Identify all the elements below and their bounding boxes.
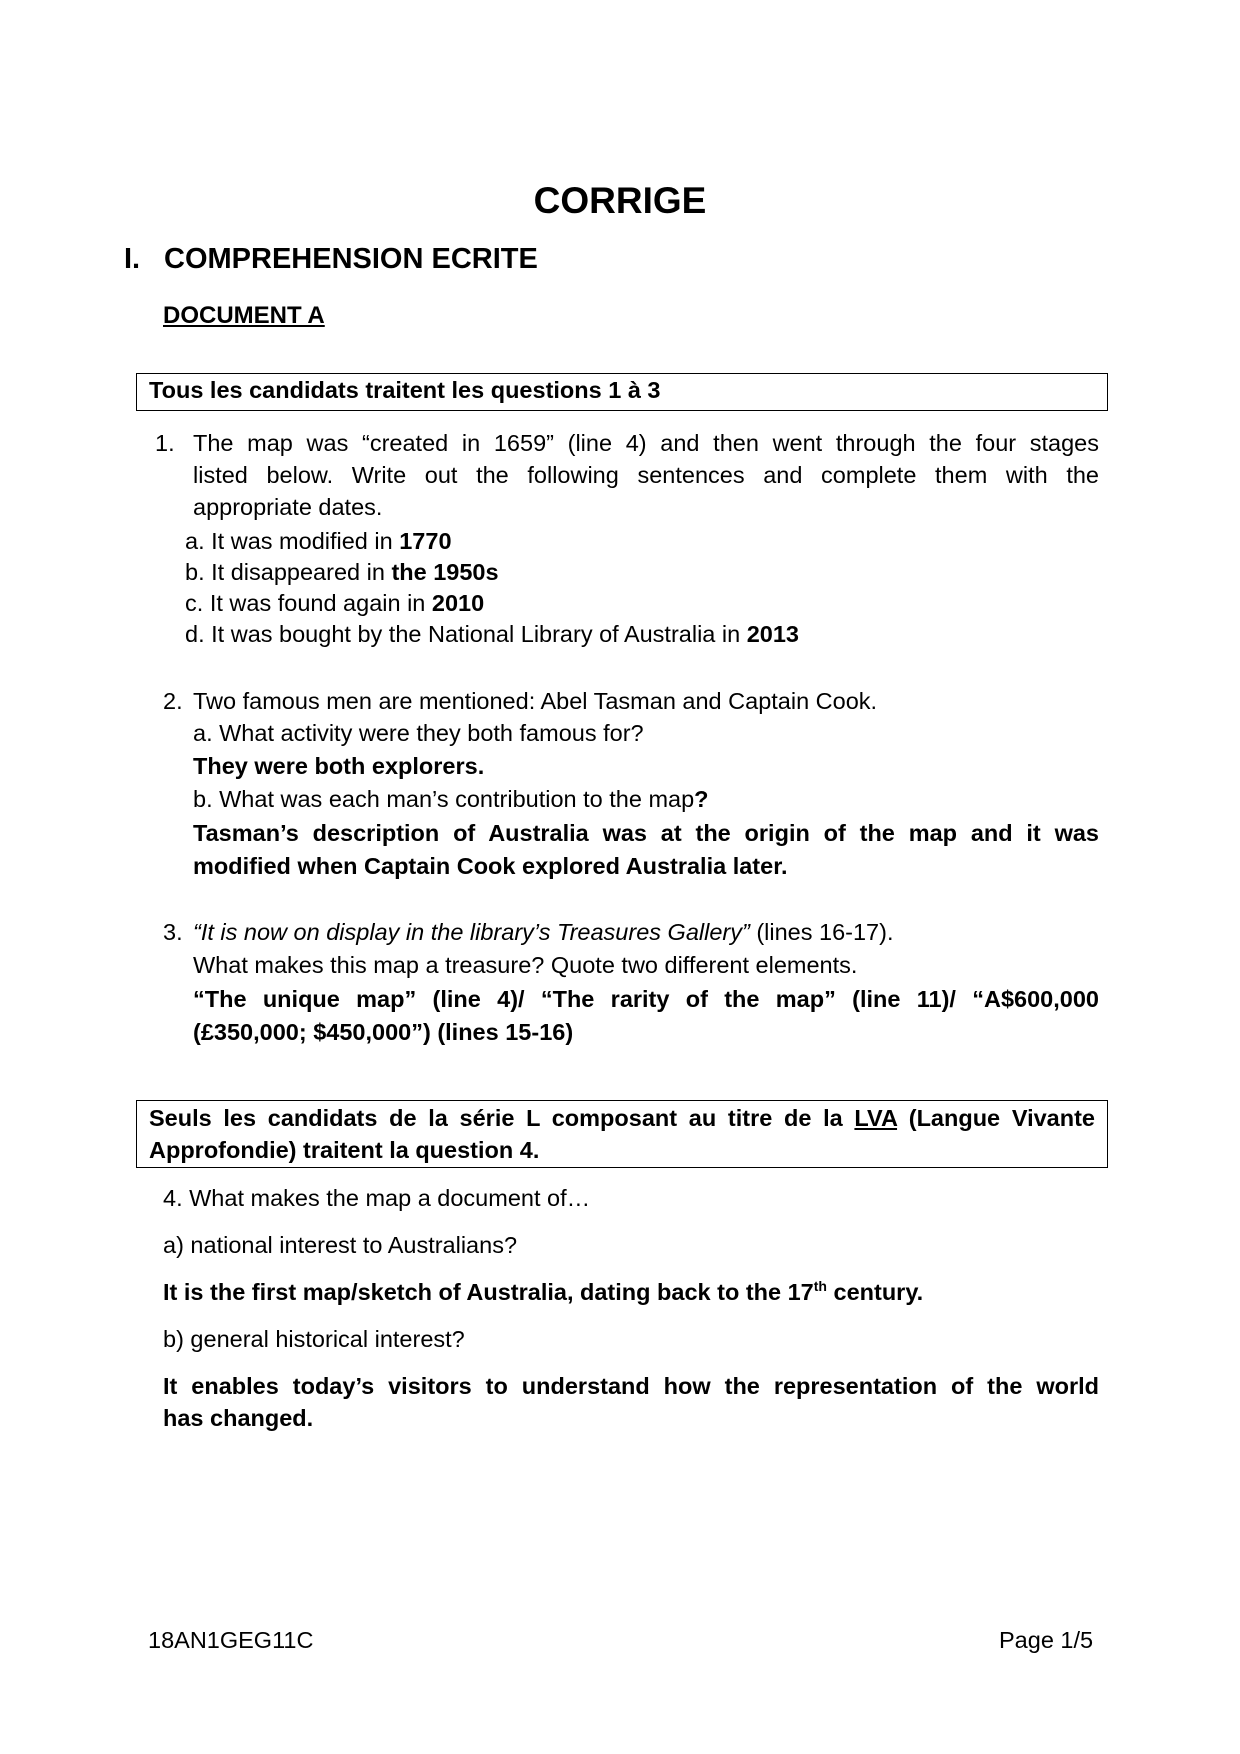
instruction-box-1-text: Tous les candidats traitent les questions 1 à 3 [149, 377, 661, 403]
q4-b-answer-line-2: has changed. [163, 1405, 314, 1431]
instruction-box-2-line-1: Seuls les candidats de la série L composant au titre de la LVA (Langue Vivante [149, 1105, 1095, 1131]
q4-a-answer: It is the first map/sketch of Australia, dating back to the 17th century. [163, 1278, 924, 1305]
q1-item-b: b. It disappeared in the 1950s [185, 559, 499, 585]
q1-prompt-line-3: appropriate dates. [193, 494, 383, 520]
q3-answer-line-1: “The unique map” (line 4)/ “The rarity of the map” (line 11)/ “A$600,000 [193, 986, 1099, 1012]
q4-b-answer-line-1: It enables today’s visitors to understand how the representation of the world [163, 1373, 1099, 1399]
q2-b-answer-line-1: Tasman’s description of Australia was at the origin of the map and it was [193, 820, 1099, 846]
q4-b-question: b) general historical interest? [163, 1326, 465, 1352]
q1-item-a: a. It was modified in 1770 [185, 528, 452, 554]
q3-quote-line: “It is now on display in the library’s Treasures Gallery” (lines 16-17). [193, 919, 894, 945]
q4-a-question: a) national interest to Australians? [163, 1232, 518, 1258]
lva-underlined: LVA [854, 1105, 898, 1131]
instruction-box-2 [136, 1100, 1108, 1168]
q1-answer-b: the 1950s [391, 559, 499, 585]
q3-quote: “It is now on display in the library’s Treasures Gallery” [193, 919, 750, 945]
q2-b-question: b. What was each man’s contribution to the map? [193, 786, 709, 812]
q2-number: 2. [163, 688, 183, 714]
q1-item-c: c. It was found again in 2010 [185, 590, 485, 616]
q2-a-answer: They were both explorers. [193, 753, 485, 779]
document-label: DOCUMENT A [163, 302, 325, 329]
q1-answer-a: 1770 [399, 528, 452, 554]
instruction-box-1 [136, 373, 1108, 411]
page-title: CORRIGE [533, 180, 707, 221]
section-number: I. [124, 243, 141, 275]
q2-b-answer-line-2: modified when Captain Cook explored Australia later. [193, 853, 788, 879]
q1-prompt-line-2: listed below. Write out the following sentences and complete them with the [193, 462, 1099, 488]
footer-page: Page 1/5 [999, 1627, 1094, 1653]
q2-prompt: Two famous men are mentioned: Abel Tasman and Captain Cook. [193, 688, 878, 714]
instruction-box-2-line-2: Approfondie) traitent la question 4. [149, 1137, 540, 1163]
q1-answer-d: 2013 [746, 621, 799, 647]
q1-answer-c: 2010 [431, 590, 485, 616]
q1-item-d: d. It was bought by the National Library of Australia in 2013 [185, 621, 799, 647]
q3-answer-line-2: (£350,000; $450,000”) (lines 15-16) [193, 1019, 574, 1045]
q2-a-question: a. What activity were they both famous for? [193, 720, 644, 746]
section-title: COMPREHENSION ECRITE [164, 243, 538, 275]
section-heading [124, 243, 538, 276]
footer-code: 18AN1GEG11C [148, 1627, 314, 1653]
q3-number: 3. [163, 919, 183, 945]
q4-question: 4. What makes the map a document of… [163, 1185, 591, 1211]
q1-number: 1. [155, 430, 175, 456]
q3-question: What makes this map a treasure? Quote two different elements. [193, 952, 858, 978]
q1-prompt-line-1: The map was “created in 1659” (line 4) and then went through the four stages [193, 430, 1099, 456]
